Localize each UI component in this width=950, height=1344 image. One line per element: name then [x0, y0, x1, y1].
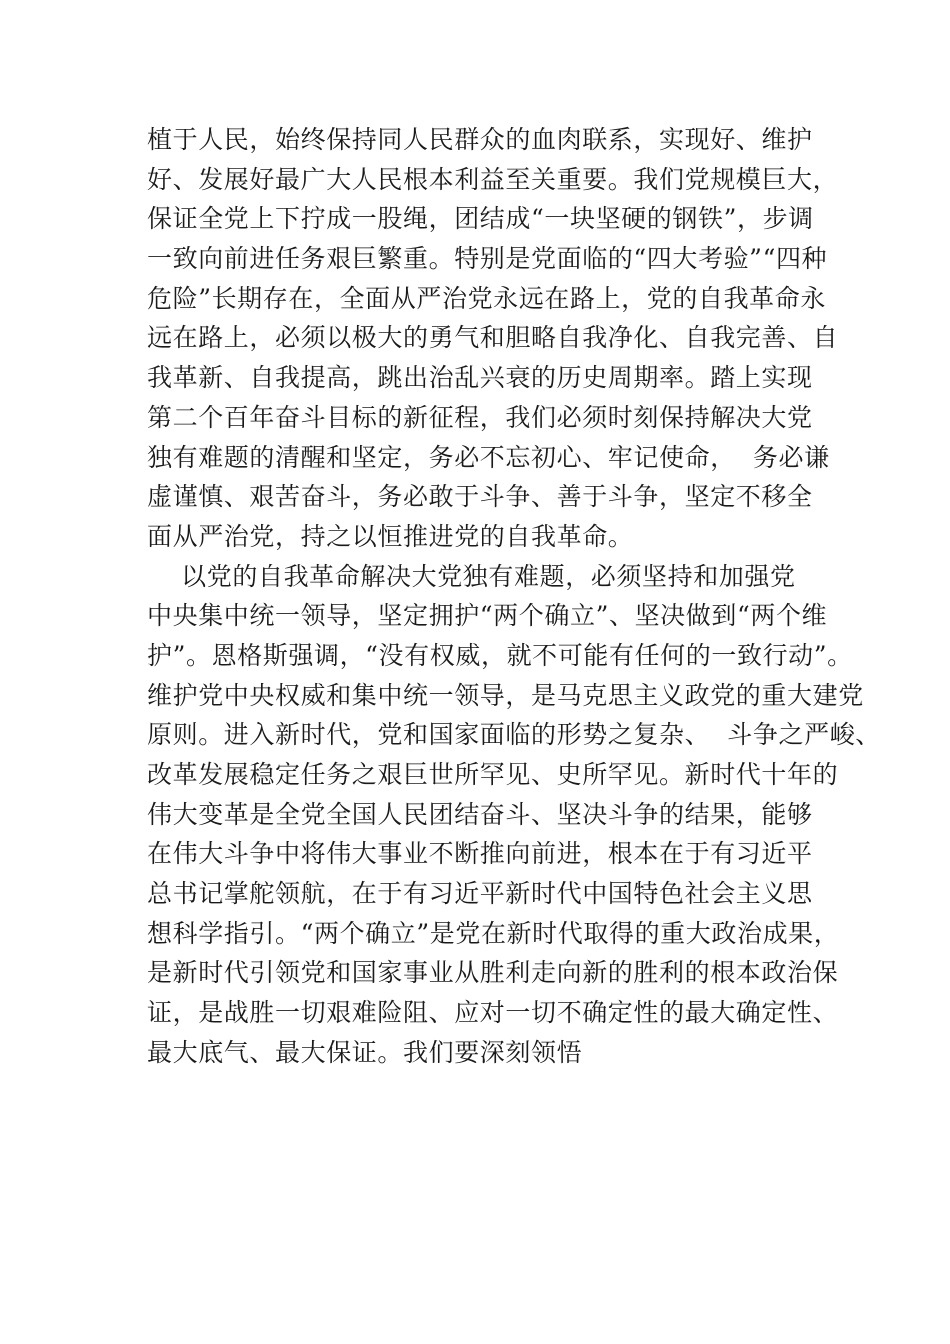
text-line: 在伟大斗争中将伟大事业不断推向前进，根本在于有习近平 [147, 839, 813, 869]
text-line: 伟大变革是全党全国人民团结奋斗、坚决斗争的结果，能够 [147, 799, 813, 829]
text-line: 虚谨慎、艰苦奋斗，务必敢于斗争、善于斗争，坚定不移全 [147, 482, 813, 512]
text-line: 第二个百年奋斗目标的新征程，我们必须时刻保持解决大党 [147, 402, 813, 432]
text-line: 原则。进入新时代，党和国家面临的形势之复杂、 斗争之严峻、 [147, 720, 881, 750]
text-line: 中央集中统一领导，坚定拥护“两个确立”、坚决做到“两个维 [147, 601, 828, 631]
text-line: 改革发展稳定任务之艰巨世所罕见、史所罕见。新时代十年的 [147, 760, 839, 789]
text-line: 危险”长期存在，全面从严治党永远在路上，党的自我革命永 [147, 283, 826, 313]
text-line: 植于人民，始终保持同人民群众的血肉联系，实现好、维护 [147, 125, 813, 154]
text-line: 证，是战胜一切艰难险阻、应对一切不确定性的最大确定性、 [147, 998, 839, 1028]
text-line: 想科学指引。“两个确立”是党在新时代取得的重大政治成果， [147, 918, 840, 948]
text-line: 最大底气、最大保证。我们要深刻领悟 [147, 1037, 583, 1067]
text-line: 总书记掌舵领航，在于有习近平新时代中国特色社会主义思 [147, 879, 813, 909]
text-line: 一致向前进任务艰巨繁重。特别是党面临的“四大考验”“四种 [147, 244, 828, 274]
text-line: 好、发展好最广大人民根本利益至关重要。我们党规模巨大， [147, 164, 839, 194]
text-line: 是新时代引领党和国家事业从胜利走向新的胜利的根本政治保 [147, 958, 839, 988]
body-text [147, 120, 881, 1073]
text-line: 我革新、自我提高，跳出治乱兴衰的历史周期率。踏上实现 [147, 363, 813, 393]
text-line: 远在路上，必须以极大的勇气和胆略自我净化、自我完善、自 [147, 323, 839, 353]
paragraph-start-line: 以党的自我革命解决大党独有难题，必须坚持和加强党 [147, 561, 796, 591]
text-line: 面从严治党，持之以恒推进党的自我革命。 [147, 521, 634, 551]
text-line: 护”。恩格斯强调，“没有权威，就不可能有任何的一致行动”。 [147, 640, 853, 670]
text-line: 维护党中央权威和集中统一领导，是马克思主义政党的重大建党 [147, 680, 864, 710]
text-line: 独有难题的清醒和坚定，务必不忘初心、牢记使命， 务必谦 [147, 442, 830, 472]
text-line: 保证全党上下拧成一股绳，团结成“一块坚硬的钢铁”，步调 [147, 204, 814, 234]
